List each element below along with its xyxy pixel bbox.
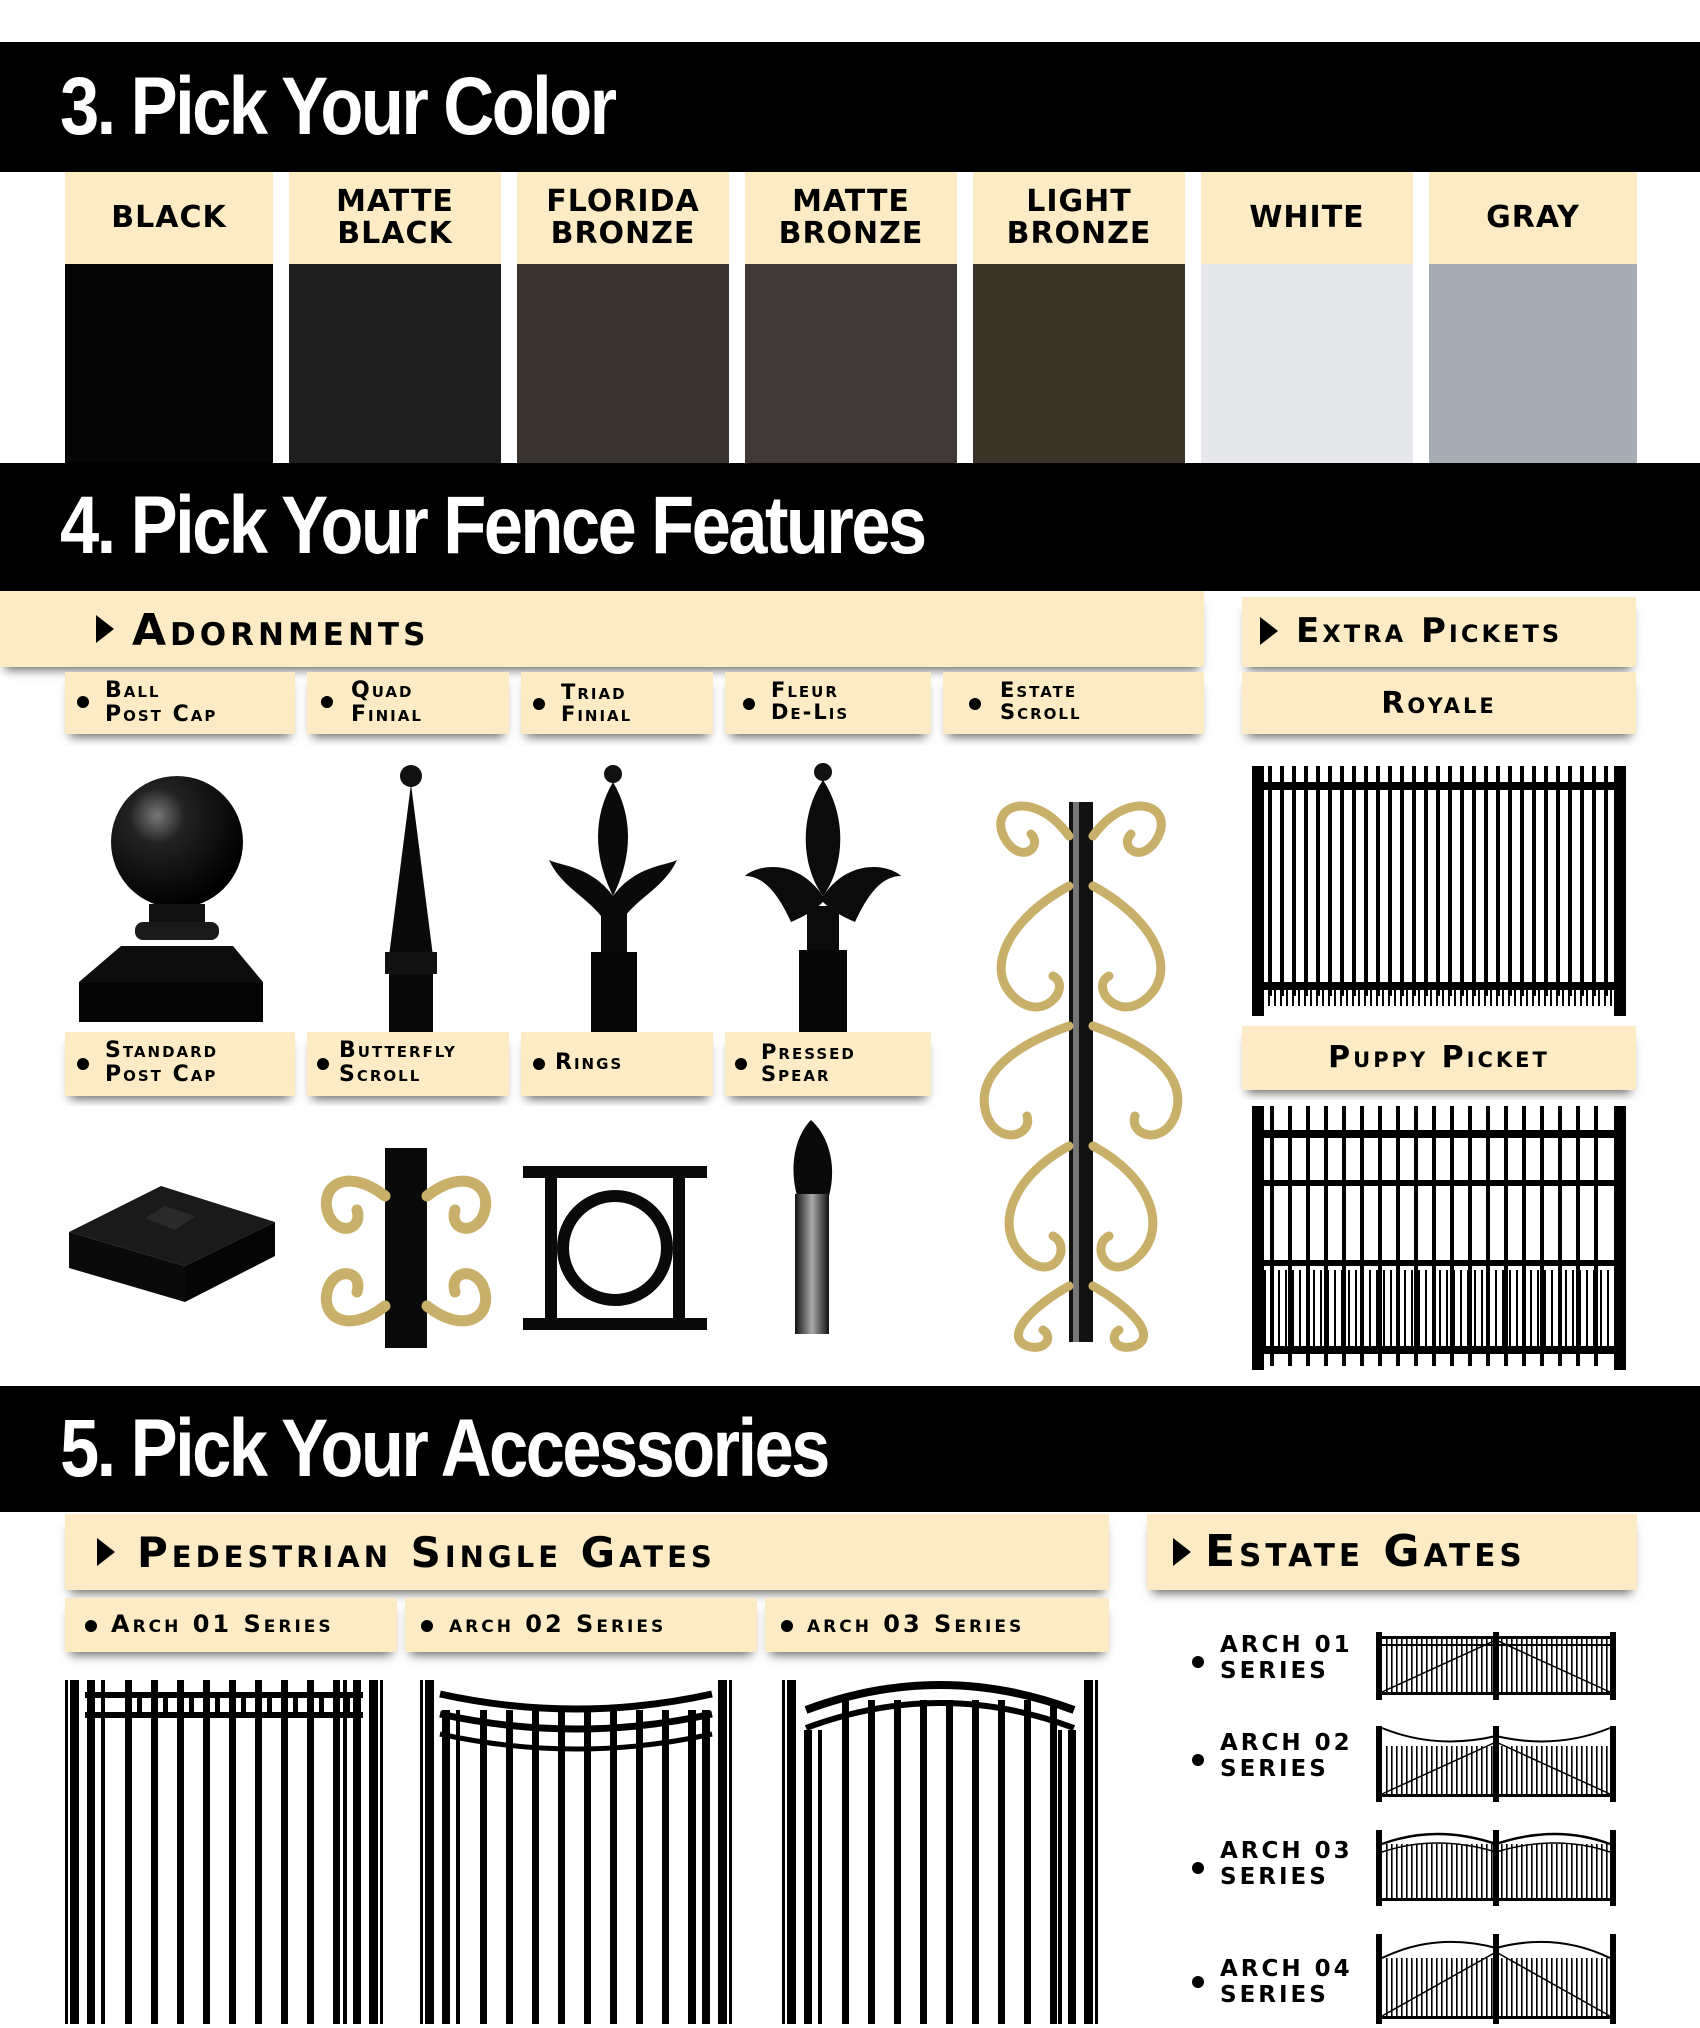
bullet-icon [1192,1656,1204,1668]
section-4-header [0,463,1700,591]
color-swatch-black[interactable] [65,264,273,464]
bullet-icon [533,698,545,710]
section-4-title: 4. Pick Your Fence Features [60,480,925,571]
color-swatch-florida-bronze[interactable] [517,264,729,464]
adornment-image-butterfly-scroll [307,1106,509,1376]
color-label-black: BLACK [65,172,273,264]
bullet-icon [77,1058,89,1070]
bullet-icon [77,696,89,708]
color-swatch-light-bronze[interactable] [973,264,1185,464]
extra-pickets-header [1242,597,1636,667]
color-label-matte-black: MATTE BLACK [289,172,501,264]
extra-picket-image-puppy-picket [1242,1100,1636,1376]
adornment-image-ball-post-cap [65,746,295,1032]
pedestrian-gates-header [65,1514,1109,1590]
adornments-arrow-icon [96,615,114,643]
color-label-light-bronze: LIGHT BRONZE [973,172,1185,264]
pedestrian-gate-image-arch-02 [420,1670,732,2024]
adornment-label-fleur-de-lis[interactable]: Fleur De-Lis [725,672,931,734]
section-3-title: 3. Pick Your Color [60,61,615,152]
bullet-icon [321,696,333,708]
bullet-icon [533,1058,545,1070]
color-swatch-white[interactable] [1201,264,1413,464]
bullet-icon [735,1058,747,1070]
pedestrian-gates-arrow-icon [97,1538,115,1566]
adornment-label-pressed-spear[interactable]: Pressed Spear [725,1032,931,1096]
bullet-icon [317,1058,329,1070]
adornment-label-estate-scroll[interactable]: Estate Scroll [943,672,1204,734]
adornment-label-triad-finial[interactable]: Triad Finial [521,672,713,734]
estate-gate-item-arch-02[interactable]: ARCH 02 SERIES [1180,1716,1600,1816]
bullet-icon [1192,1754,1204,1766]
pedestrian-gates-heading: Pedestrian Single Gates [137,1528,716,1577]
section-5-title: 5. Pick Your Accessories [60,1403,828,1494]
pedestrian-gate-image-arch-01 [65,1670,383,2024]
pedestrian-gate-label-arch-03[interactable]: arch 03 Series [765,1598,1109,1652]
adornment-label-standard-post-cap[interactable]: Standard Post Cap [65,1032,295,1096]
adornment-image-quad-finial [307,746,509,1032]
color-label-gray: GRAY [1429,172,1637,264]
adornment-label-quad-finial[interactable]: Quad Finial [307,672,509,734]
color-swatch-matte-bronze[interactable] [745,264,957,464]
estate-gates-header [1147,1514,1637,1590]
pedestrian-gate-label-arch-01[interactable]: Arch 01 Series [65,1598,397,1652]
estate-gates-heading: Estate Gates [1205,1526,1526,1577]
estate-gate-item-arch-01[interactable]: ARCH 01 SERIES [1180,1620,1600,1716]
adornment-image-rings [521,1106,713,1376]
bullet-icon [781,1620,793,1632]
bullet-icon [1192,1976,1204,1988]
bullet-icon [421,1620,433,1632]
extra-picket-label-royale[interactable]: Royale [1242,672,1636,734]
color-swatch-matte-black[interactable] [289,264,501,464]
extra-picket-image-royale [1242,746,1636,1020]
estate-gate-item-arch-04[interactable]: ARCH 04 SERIES [1180,1928,1600,2024]
adornment-image-estate-scroll [943,746,1204,1376]
adornment-label-butterfly-scroll[interactable]: Butterfly Scroll [307,1032,509,1096]
color-label-matte-bronze: MATTE BRONZE [745,172,957,264]
color-label-florida-bronze: FLORIDA BRONZE [517,172,729,264]
estate-gates-arrow-icon [1173,1538,1191,1566]
adornments-heading: Adornments [132,605,430,656]
adornment-image-pressed-spear [725,1106,931,1376]
extra-pickets-arrow-icon [1260,617,1278,645]
section-5-header [0,1386,1700,1512]
adornment-label-ball-post-cap[interactable]: Ball Post Cap [65,672,295,734]
color-swatch-gray[interactable] [1429,264,1637,464]
adornment-label-rings[interactable]: Rings [521,1032,713,1096]
bullet-icon [85,1620,97,1632]
bullet-icon [1192,1862,1204,1874]
color-label-white: WHITE [1201,172,1413,264]
bullet-icon [969,698,981,710]
pedestrian-gate-label-arch-02[interactable]: arch 02 Series [405,1598,757,1652]
extra-picket-label-puppy-picket[interactable]: Puppy Picket [1242,1026,1636,1090]
adornment-image-standard-post-cap [65,1106,295,1376]
adornment-image-triad-finial [521,746,713,1032]
pedestrian-gate-image-arch-03 [782,1670,1098,2024]
section-3-header [0,42,1700,172]
adornment-image-fleur-de-lis [725,746,931,1032]
extra-pickets-heading: Extra Pickets [1296,611,1563,651]
adornments-header [0,591,1204,667]
bullet-icon [743,698,755,710]
estate-gate-item-arch-03[interactable]: ARCH 03 SERIES [1180,1820,1600,1920]
